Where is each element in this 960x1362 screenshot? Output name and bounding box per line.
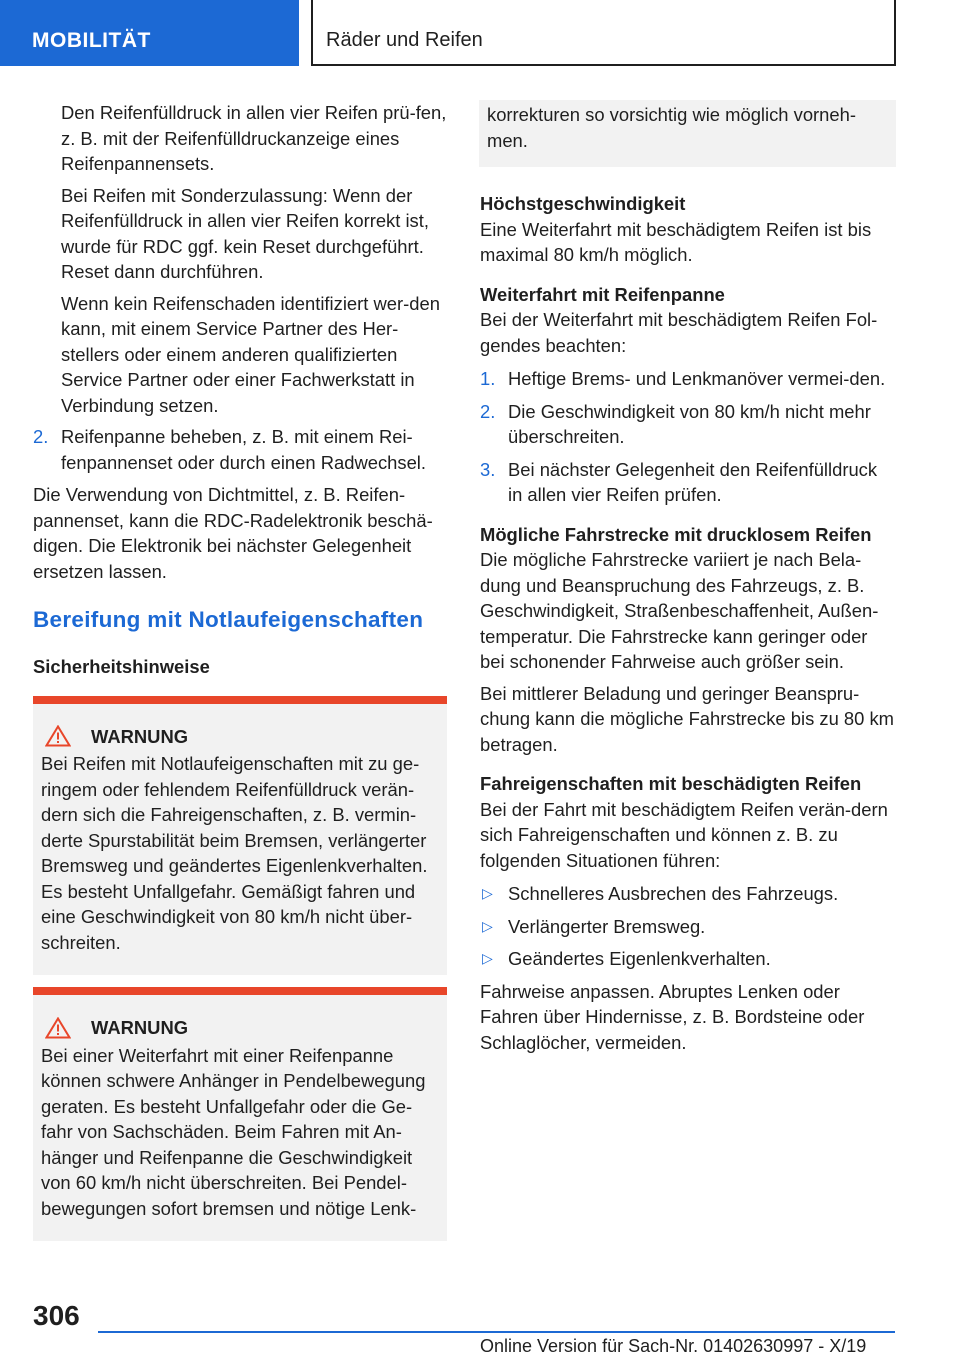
chapter-title: Räder und Reifen [311, 0, 896, 66]
list-text: Reifenpanne beheben, z. B. mit einem Rei-fenpannenset oder durch einen Radwechsel. [61, 426, 427, 473]
paragraph-max-speed: Eine Weiterfahrt mit beschädigtem Reifen ist bis maximal 80 km/h möglich. [480, 218, 872, 265]
warning-title [41, 724, 437, 750]
list-item [33, 424, 447, 475]
heading-max-speed: Höchstgeschwindigkeit [480, 193, 686, 214]
list-text: Heftige Brems- und Lenkmanöver vermei-den. [508, 368, 886, 389]
paragraph-check-pressure: Den Reifenfülldruck in allen vier Reifen prü-fen, z. B. mit der Reifenfülldruckanzeige eines Reifenpannensets. [61, 102, 447, 174]
paragraph-distance-varies: Die mögliche Fahrstrecke variiert je nach Bela-dung und Beanspruchung des Fahrzeugs, z. B. Geschwindigkeit, Straßenbeschaffenheit, Außen-temperatur. Die Fahrstrecke kann geringer oder bei schonender Fahrweise auch größer sein. [480, 549, 879, 672]
warning-text: Bei Reifen mit Notlaufeigenschaften mit zu ge-ringem oder fehlendem Reifenfülldruck verän-dern sich die Fahreigenschaften, z. B. vermin-derte Spurstabilität beim Bremsen, verlängerter Bremsweg und geändertes Eigenlenkverhalten. Es besteht Unfallgefahr. Gemäßigt fahren und eine Geschwindigkeit von 80 km/h nicht über-schreiten. [41, 753, 428, 953]
warning-label: WARNUNG [91, 725, 189, 747]
left-column [33, 100, 447, 1241]
paragraph-distance-80km: Bei mittlerer Beladung und geringer Beanspru-chung kann die mögliche Fahrstrecke bis zu 80 km betragen. [480, 682, 894, 755]
footer-online-version: Online Version für Sach-Nr. 01402630997 - X/19 [480, 1336, 867, 1356]
warning-text: Bei einer Weiterfahrt mit einer Reifenpanne können schwere Anhänger in Pendelbewegung geraten. Es besteht Unfallgefahr oder die Ge-fahr von Sachschäden. Beim Fahren mit An-hänger und Reifenpanne die Geschwindigkeit von 60 km/h nicht überschreiten. Bei Pendel-bewegungen sofort bremsen und nötige Lenk- [41, 1044, 426, 1219]
page-header [0, 0, 960, 66]
page-number: 306 [33, 1300, 80, 1331]
heading-continue-driving: Weiterfahrt mit Reifenpanne [480, 283, 725, 305]
list-number: 2. [33, 426, 49, 447]
triangle-bullet-icon: ▷ [482, 950, 493, 966]
list-item [480, 399, 896, 450]
list-number: 2. [480, 400, 496, 422]
paragraph-driving-characteristics: Bei der Fahrt mit beschädigtem Reifen verän-dern sich Fahreigenschaften und können z. B. zu folgenden Situationen führen: [480, 798, 888, 871]
paragraph-adjust-driving: Fahrweise anpassen. Abruptes Lenken oder Fahren über Hindernisse, z. B. Bordsteine oder Schlaglöcher, vermeiden. [480, 980, 865, 1053]
bullet-item [480, 881, 896, 907]
list-number: 1. [480, 368, 496, 389]
heading-possible-distance: Mögliche Fahrstrecke mit drucklosem Reifen [480, 523, 872, 545]
bullet-text: Geändertes Eigenlenkverhalten. [508, 948, 771, 969]
bullet-item [480, 914, 896, 940]
footer-divider [98, 1331, 895, 1333]
list-item [480, 457, 896, 508]
section-tab: MOBILITÄT [0, 0, 299, 66]
bullet-item [480, 946, 896, 972]
paragraph-service-partner: Wenn kein Reifenschaden identifiziert wer-den kann, mit einem Service Partner des Her-stellers oder einem anderen qualifizierten Service Partner oder einer Fachwerkstatt in Verbindung setzen. [61, 292, 440, 416]
warning-triangle-icon [45, 725, 71, 747]
subsection-heading: Sicherheitshinweise [33, 656, 210, 677]
triangle-bullet-icon: ▷ [482, 885, 493, 901]
heading-driving-characteristics: Fahreigenschaften mit beschädigten Reifen [480, 773, 862, 794]
bullet-text: Schnelleres Ausbrechen des Fahrzeugs. [508, 883, 839, 904]
warning-title [41, 1015, 437, 1041]
list-text: Die Geschwindigkeit von 80 km/h nicht mehr überschreiten. [508, 400, 871, 447]
triangle-bullet-icon: ▷ [482, 917, 493, 934]
warning-continuation-text: korrekturen so vorsichtig wie möglich vorneh-men. [487, 104, 856, 151]
list-number: 3. [480, 458, 496, 480]
right-column [480, 100, 896, 1061]
warning-box [33, 987, 447, 1241]
section-heading: Bereifung mit Notlaufeigenschaften [33, 607, 424, 632]
warning-continuation-box [479, 100, 896, 167]
list-item [480, 366, 896, 392]
warning-label: WARNUNG [91, 1017, 189, 1038]
paragraph-continue-driving: Bei der Weiterfahrt mit beschädigtem Reifen Fol-gendes beachten: [480, 309, 878, 356]
paragraph-sealant: Die Verwendung von Dichtmittel, z. B. Reifen-pannenset, kann die RDC-Radelektronik beschä-digen. Die Elektronik bei nächster Gelegenheit ersetzen lassen. [33, 484, 433, 582]
warning-box [33, 696, 447, 976]
paragraph-special-tires: Bei Reifen mit Sonderzulassung: Wenn der Reifenfülldruck in allen vier Reifen korrekt ist, wurde für RDC ggf. kein Reset durchgeführt. Reset dann durchführen. [61, 184, 429, 282]
list-text: Bei nächster Gelegenheit den Reifenfülldruck in allen vier Reifen prüfen. [508, 458, 878, 505]
bullet-text: Verlängerter Bremsweg. [508, 915, 706, 937]
warning-triangle-icon [45, 1017, 71, 1039]
